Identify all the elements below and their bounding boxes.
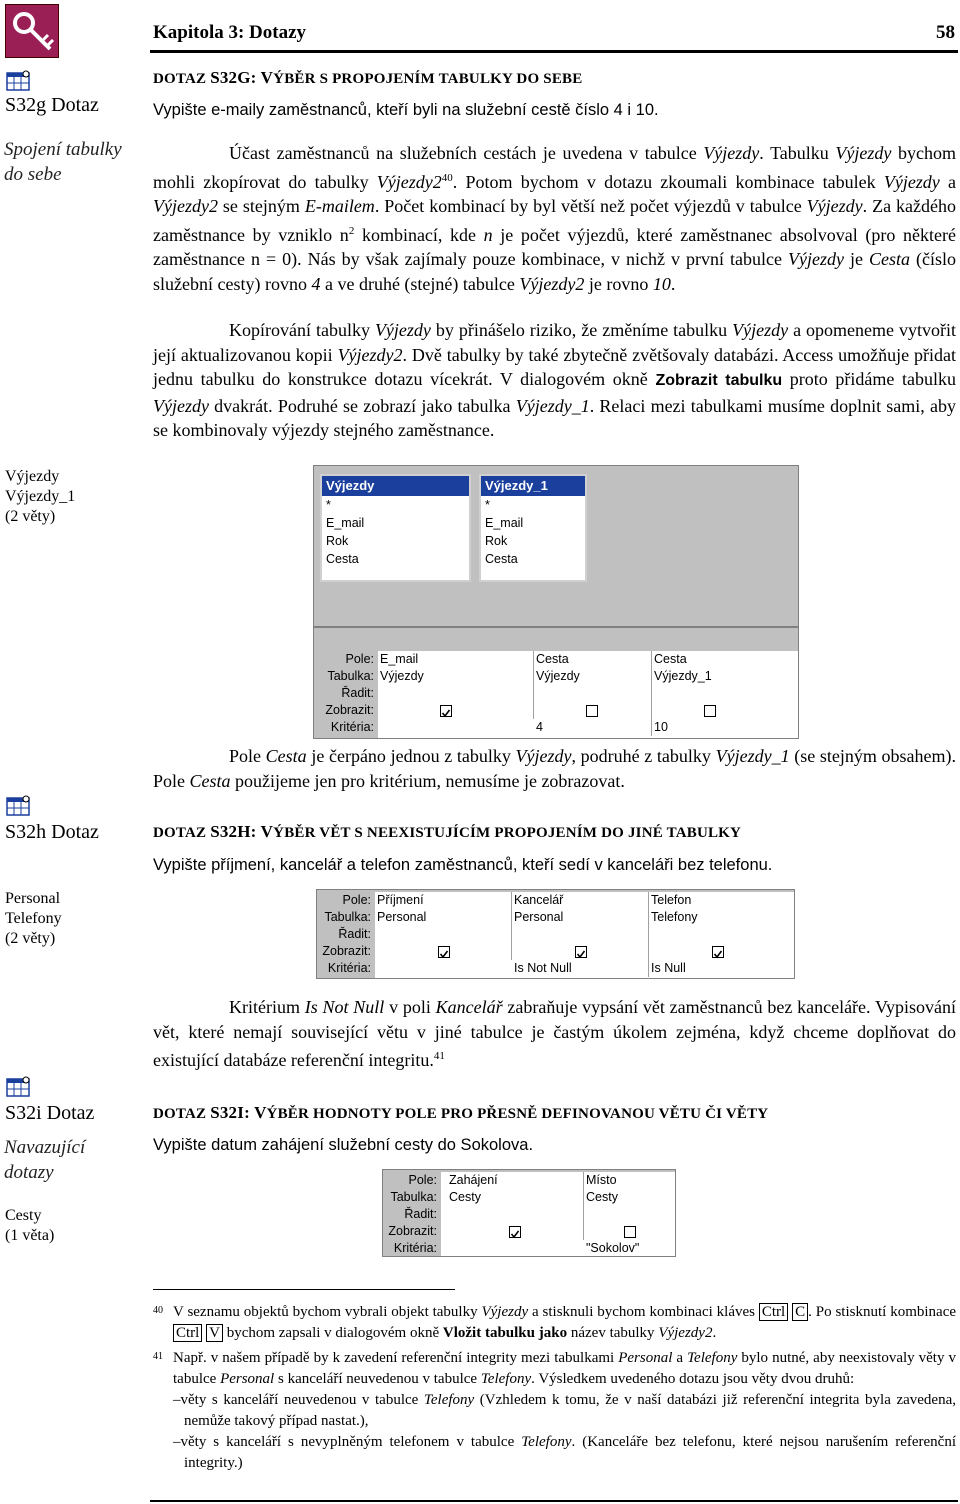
pane-splitter[interactable]: [314, 626, 798, 628]
footnote-rule: [153, 1289, 455, 1290]
grid-column[interactable]: Cesta Výjezdy_1 10: [652, 651, 798, 736]
chapter-title: Kapitola 3: Dotazy: [153, 22, 307, 43]
table-field[interactable]: *: [485, 498, 490, 512]
show-checkbox[interactable]: [624, 1226, 636, 1238]
show-checkbox[interactable]: [440, 705, 452, 717]
paragraph: Kopírování tabulky Výjezdy by přinášelo riziko, že změníme tabulku Výjezdy a opomeneme vytvořit její aktualizovanou kopii Výjezdy2. Dvě tabulky by také zbytečně zvětšovaly databázi. Access umožňuje přidat jednu tabulku do konstrukce dotazu vícekrát. V dialogovém okně Zobrazit tabulku proto přidáme tabulku Výjezdy dvakrát. Podruhé se zobrazí jako tabulka Výjezdy_1. Relaci mezi tabulkami musíme doplnit sami, aby se kombinovaly výjezdy stejného zaměstnance.: [153, 320, 957, 440]
key-ctrl: Ctrl: [173, 1324, 202, 1342]
paragraph: Pole Cesta je čerpáno jednou z tabulky Výjezdy, podruhé z tabulky Výjezdy_1 (se stejným obsahem). Pole Cesta použijeme jen pro kritérium, nemusíme je zobrazovat.: [153, 746, 956, 791]
query-icon: [6, 70, 32, 97]
show-checkbox[interactable]: [586, 705, 598, 717]
table-field[interactable]: Rok: [326, 534, 349, 548]
table-title: Výjezdy_1: [481, 476, 585, 496]
grid-column[interactable]: E_mail Výjezdy: [378, 651, 534, 719]
table-window[interactable]: [320, 474, 471, 582]
access-key-logo: [5, 4, 59, 58]
footer-rule: [150, 1500, 958, 1502]
show-checkbox[interactable]: [712, 946, 724, 958]
grid-labels: Pole: Tabulka: Řadit: Zobrazit: Kritéria:: [325, 652, 374, 734]
query-icon: [6, 1076, 32, 1103]
show-checkbox[interactable]: [704, 705, 716, 717]
query-task: Vypište datum zahájení služební cesty do Sokolova.: [153, 1136, 534, 1154]
key-c: C: [792, 1303, 808, 1321]
table-title: Výjezdy: [322, 476, 469, 496]
table-field[interactable]: E_mail: [485, 516, 524, 530]
side-tables: Personal Telefony (2 věty): [5, 890, 62, 947]
query-heading: DOTAZ S32G: VÝBĚR S PROPOJENÍM TABULKY DO SEBE: [153, 68, 583, 87]
show-checkbox[interactable]: [575, 946, 587, 958]
footnote-41: 41 Např. v našem případě by k zavedení referenční integrity mezi tabulkami Personal a Telefony bylo nutné, aby neexistovaly věty v tabulce Personal s kanceláří neuvedenou v tabulce Telefony. Výsledkem uvedeného dotazu jsou věty dvou druhů: –věty s kanceláří neuvedenou v tabulce Telefony (Vzhledem k tomu, že v naší databázi již referenční integrita byla zavedena, nemůže takový případ nastat.), –věty s kanceláří s nevyplněným telefonem v tabulce Telefony. (Kanceláře bez telefonu, které nejsou narušením referenční integrity.): [153, 1348, 956, 1474]
show-checkbox[interactable]: [509, 1226, 521, 1238]
table-field[interactable]: Cesta: [485, 552, 518, 566]
footnote-bullet: –věty s kanceláří neuvedenou v tabulce Telefony (Vzhledem k tomu, že v naší databázi již referenční integrita byla zavedena, nemůže takový případ nastat.),: [173, 1392, 956, 1429]
side-topic: Navazující dotazy: [4, 1137, 86, 1183]
query-grid: [314, 651, 798, 738]
table-field[interactable]: E_mail: [326, 516, 365, 530]
grid-column[interactable]: Místo Cesty "Sokolov": [586, 1173, 640, 1255]
paragraph: Kritérium Is Not Null v poli Kancelář zabraňuje vypsání vět zaměstnanců bez kanceláře. Vypisování vět, které nemají související větu v jiné tabulce je častým úkolem zejména, když chceme doplňovat do existující databáze referenční integritu.$^{41}$: [153, 997, 956, 1070]
paragraph: Účast zaměstnanců na služebních cestách je uvedena v tabulce Výjezdy. Tabulku Výjezdy bychom mohli zkopírovat do tabulky $Výjezdy2^{40}$. Potom bychom v dotazu zkoumali kombinace tabulek Výjezdy a Výjezdy2 se stejným E-mailem. Počet kombinací by byl větší než počet výjezdů v tabulce Výjezdy. Za každého zaměstnance by vzniklo $n^2$ kombinací, kde n je počet výjezdů, které zaměstnanec absolvoval (pro některé zaměstnance n = 0). Nás by však zajímaly pouze kombinace, v nichž v první tabulce Výjezdy je Cesta (číslo služební cesty) rovno 4 a ve druhé (stejné) tabulce Výjezdy2 je rovno 10.: [153, 143, 956, 294]
side-tables: Výjezdy Výjezdy_1 (2 věty): [5, 468, 76, 525]
side-query-title: S32i Dotaz: [5, 1102, 95, 1124]
query-task: Vypište e-maily zaměstnanců, kteří byli na služební cestě číslo 4 i 10.: [153, 101, 659, 119]
footnote-40: 40 V seznamu objektů bychom vybrali objekt tabulky Výjezdy a stisknuli bychom kombinaci kláves Ctrl C . Po stisknutí kombinace Ctrl V bychom zapsali v dialogovém okně Vložit tabulku jako název tabulky Výjezdy2.: [153, 1304, 957, 1341]
side-query-title: S32h Dotaz: [5, 821, 99, 843]
grid-labels: Pole: Tabulka: Řadit: Zobrazit: Kritéria:: [322, 893, 371, 975]
side-topic: Spojení tabulky do sebe: [4, 139, 122, 185]
side-query-title: S32g Dotaz: [5, 94, 99, 116]
table-field[interactable]: Rok: [485, 534, 508, 548]
grid-column[interactable]: Kancelář Personal Is Not Null: [512, 892, 649, 977]
show-checkbox[interactable]: [438, 946, 450, 958]
key-ctrl: Ctrl: [759, 1303, 788, 1321]
query-task: Vypište příjmení, kancelář a telefon zaměstnanců, kteří sedí v kanceláři bez telefonu.: [153, 856, 773, 874]
query-heading: DOTAZ S32H: VÝBĚR VĚT S NEEXISTUJÍCÍM PROPOJENÍM DO JINÉ TABULKY: [153, 822, 742, 841]
table-window[interactable]: [479, 474, 587, 582]
side-tables: Cesty (1 věta): [5, 1207, 55, 1244]
grid-column[interactable]: Telefon Telefony Is Null: [649, 892, 794, 977]
page-number: 58: [936, 22, 955, 43]
footnote-bullet: –věty s kanceláří s nevyplněným telefonem v tabulce Telefony. (Kanceláře bez telefonu, které nejsou narušením referenční integrity.): [173, 1434, 956, 1471]
grid-column[interactable]: Zahájení Cesty: [447, 1172, 584, 1240]
table-field[interactable]: *: [326, 498, 331, 512]
query-grid: [382, 1169, 676, 1257]
grid-labels: Pole: Tabulka: Řadit: Zobrazit: Kritéria:: [388, 1173, 437, 1255]
key-v: V: [206, 1324, 223, 1342]
query-design-window: [313, 465, 799, 739]
grid-column[interactable]: Příjmení Personal: [375, 892, 512, 960]
query-icon: [6, 795, 32, 822]
table-field[interactable]: Cesta: [326, 552, 359, 566]
query-grid: [316, 889, 795, 979]
grid-column[interactable]: Cesta Výjezdy 4: [534, 651, 652, 736]
query-heading: DOTAZ S32I: VÝBĚR HODNOTY POLE PRO PŘESNĚ DEFINOVANOU VĚTU ČI VĚTY: [153, 1103, 769, 1122]
header-rule: [150, 50, 958, 53]
